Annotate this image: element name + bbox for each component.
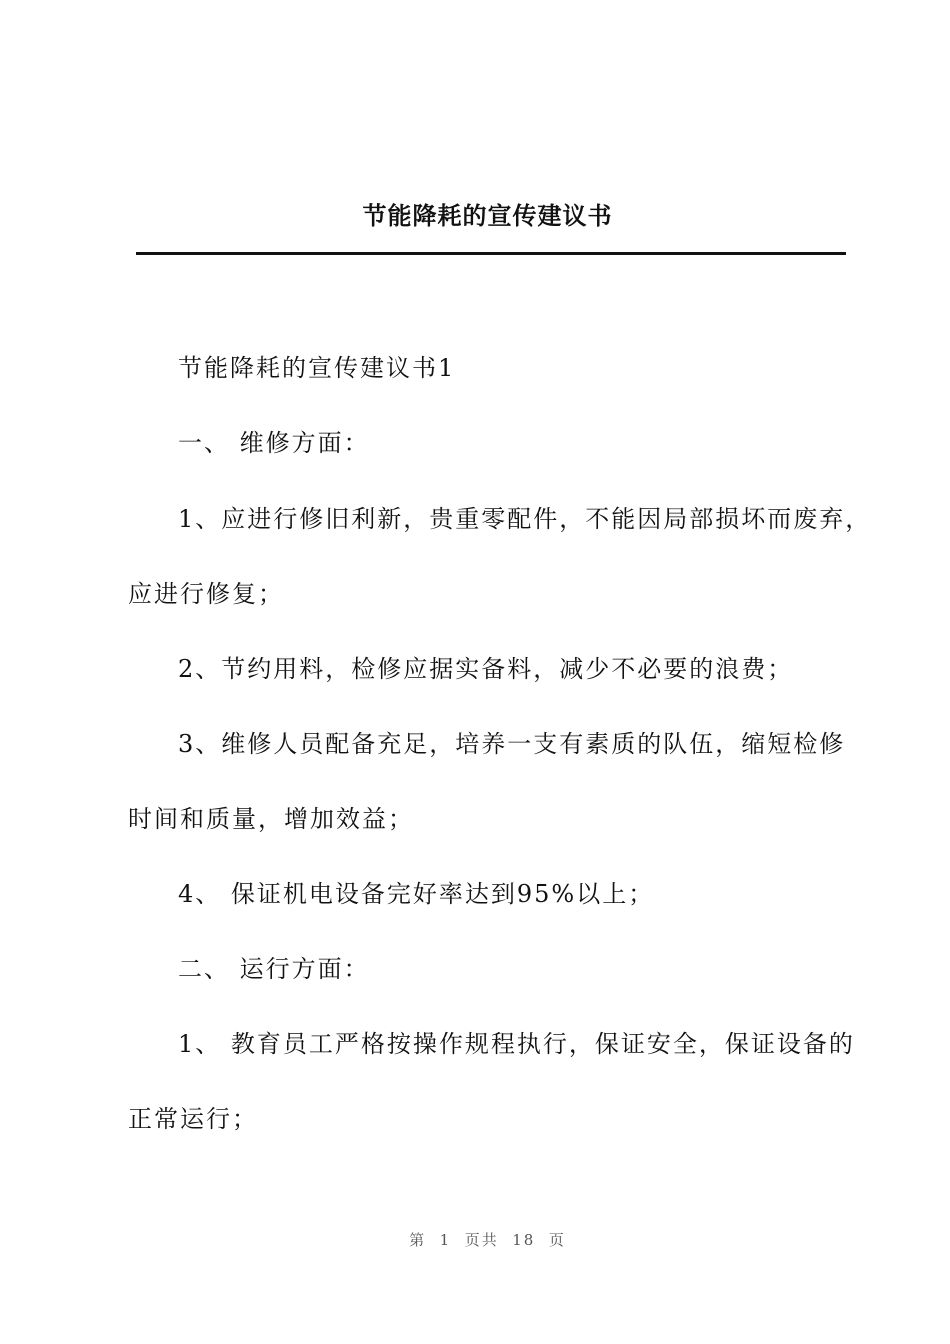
paragraph-line: 1、应进行修旧利新，贵重零配件，不能因局部损坏而废弃， [178, 505, 872, 533]
section-subheading: 一、 维修方面： [178, 429, 370, 457]
paragraph-line: 应进行修复； [128, 580, 284, 608]
section-heading: 节能降耗的宣传建议书1 [178, 354, 456, 382]
paragraph-line: 1、 教育员工严格按操作规程执行，保证安全，保证设备的 [178, 1030, 855, 1058]
title-divider [136, 252, 846, 255]
page-number-footer: 第 1 页共 18 页 [409, 1231, 566, 1249]
paragraph-line: 2、节约用料，检修应据实备料，减少不必要的浪费； [178, 655, 794, 683]
document-title: 节能降耗的宣传建议书 [362, 201, 613, 230]
paragraph-line: 正常运行； [128, 1105, 258, 1133]
paragraph-line: 时间和质量，增加效益； [128, 805, 414, 833]
paragraph-line: 4、 保证机电设备完好率达到95%以上； [178, 880, 655, 908]
paragraph-line: 3、维修人员配备充足，培养一支有素质的队伍，缩短检修 [178, 730, 846, 758]
section-subheading: 二、 运行方面： [178, 955, 370, 983]
